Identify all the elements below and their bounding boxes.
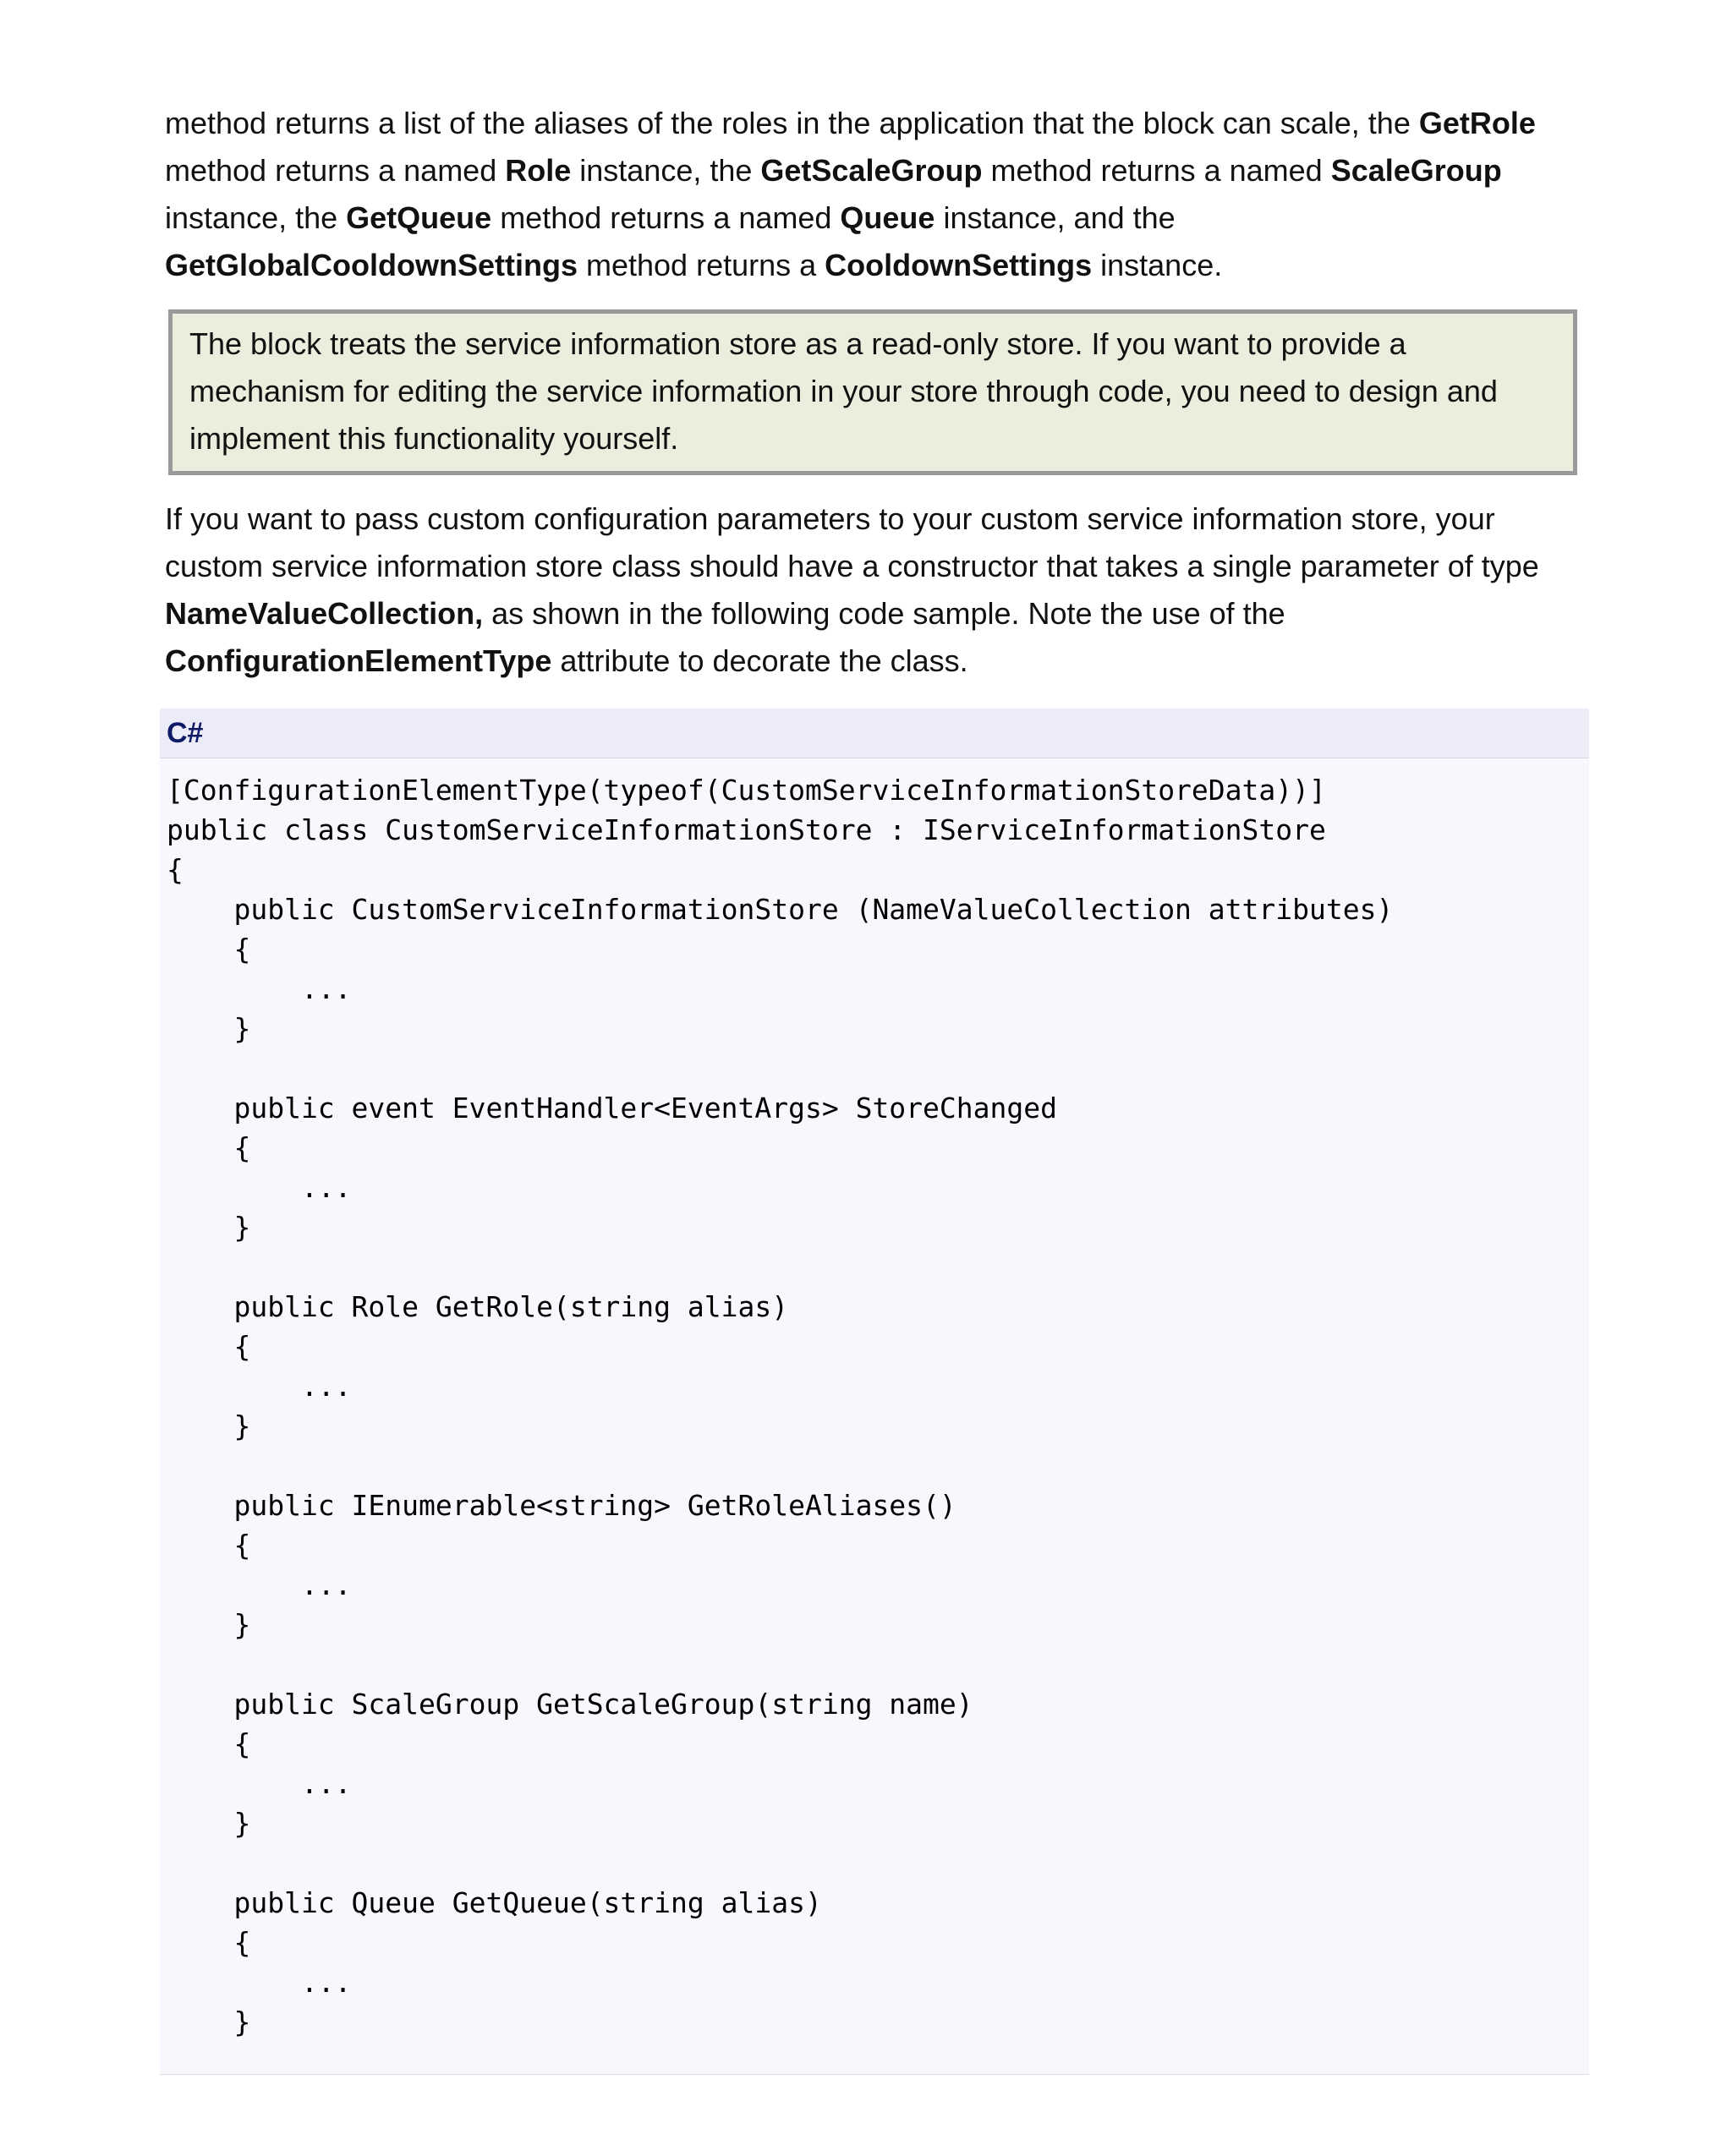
code-line: { xyxy=(167,1330,251,1363)
code-language-label: C# xyxy=(160,709,1589,758)
code-line: { xyxy=(167,1529,251,1562)
text-run: instance, the xyxy=(165,200,347,235)
text-run: instance, the xyxy=(571,153,761,188)
document-page xyxy=(165,100,1594,2075)
code-line: public IEnumerable<string> GetRoleAliases() xyxy=(167,1489,956,1522)
code-line: public event EventHandler<EventArgs> StoreChanged xyxy=(167,1092,1057,1125)
code-line xyxy=(167,1048,1582,1088)
text-run: method returns a named xyxy=(165,153,506,188)
code-line: } xyxy=(167,1807,251,1840)
bold-term: GetQueue xyxy=(346,200,492,235)
constructor-paragraph xyxy=(165,495,1594,685)
text-run: attribute to decorate the class. xyxy=(551,643,968,678)
code-line: ... xyxy=(167,1171,352,1204)
text-run: If you want to pass custom configuration parameters to your custom service information store, your custom service information store class should have a constructor that takes a single parameter of type xyxy=(165,501,1539,583)
bold-term: NameValueCollection, xyxy=(165,596,484,631)
bold-term: GetGlobalCooldownSettings xyxy=(165,248,578,282)
bold-term: GetScaleGroup xyxy=(760,153,983,188)
text-run: instance. xyxy=(1092,248,1223,282)
intro-paragraph xyxy=(165,100,1594,289)
code-line: } xyxy=(167,1211,251,1244)
code-line: ... xyxy=(167,1568,352,1601)
code-line: ... xyxy=(167,1767,352,1800)
code-line: { xyxy=(167,1926,251,1959)
code-line: } xyxy=(167,1012,251,1045)
code-line: { xyxy=(167,1131,251,1164)
code-line: } xyxy=(167,1409,251,1442)
text-run: method returns a named xyxy=(491,200,841,235)
code-line: } xyxy=(167,1608,251,1641)
code-sample xyxy=(160,709,1589,2075)
note-text: The block treats the service information store as a read-only store. If you want to provide a mechanism for editing the service information in your store through code, you need to design and implement this functionality yourself. xyxy=(189,326,1498,456)
text-run: instance, and the xyxy=(935,200,1176,235)
bold-term: ConfigurationElementType xyxy=(165,643,552,678)
text-run: method returns a xyxy=(578,248,825,282)
code-line: } xyxy=(167,2006,251,2038)
code-line: { xyxy=(167,933,251,966)
code-line: public Queue GetQueue(string alias) xyxy=(167,1886,822,1919)
bold-term: GetRole xyxy=(1418,106,1536,140)
bold-term: Queue xyxy=(840,200,935,235)
code-line xyxy=(167,1446,1582,1486)
code-line: public class CustomServiceInformationStore : IServiceInformationStore xyxy=(167,813,1326,846)
bold-term: Role xyxy=(505,153,572,188)
code-line: ... xyxy=(167,1370,352,1403)
text-run: as shown in the following code sample. Note the use of the xyxy=(483,596,1285,631)
code-line: [ConfigurationElementType(typeof(CustomServiceInformationStoreData))] xyxy=(167,774,1326,807)
code-line xyxy=(167,1644,1582,1684)
code-line: { xyxy=(167,1727,251,1760)
code-line: public CustomServiceInformationStore (NameValueCollection attributes) xyxy=(167,893,1394,926)
code-line: ... xyxy=(167,972,352,1005)
code-line: public Role GetRole(string alias) xyxy=(167,1290,789,1323)
code-line: public ScaleGroup GetScaleGroup(string name) xyxy=(167,1688,973,1721)
note-box xyxy=(168,309,1577,475)
code-line xyxy=(167,1843,1582,1883)
text-run: method returns a list of the aliases of the roles in the application that the block can scale, the xyxy=(165,106,1419,140)
text-run: method returns a named xyxy=(982,153,1331,188)
code-body xyxy=(160,758,1589,2074)
code-line xyxy=(167,1247,1582,1287)
bold-term: CooldownSettings xyxy=(825,248,1093,282)
bold-term: ScaleGroup xyxy=(1330,153,1502,188)
code-line: ... xyxy=(167,1966,352,1999)
code-line: { xyxy=(167,853,184,886)
